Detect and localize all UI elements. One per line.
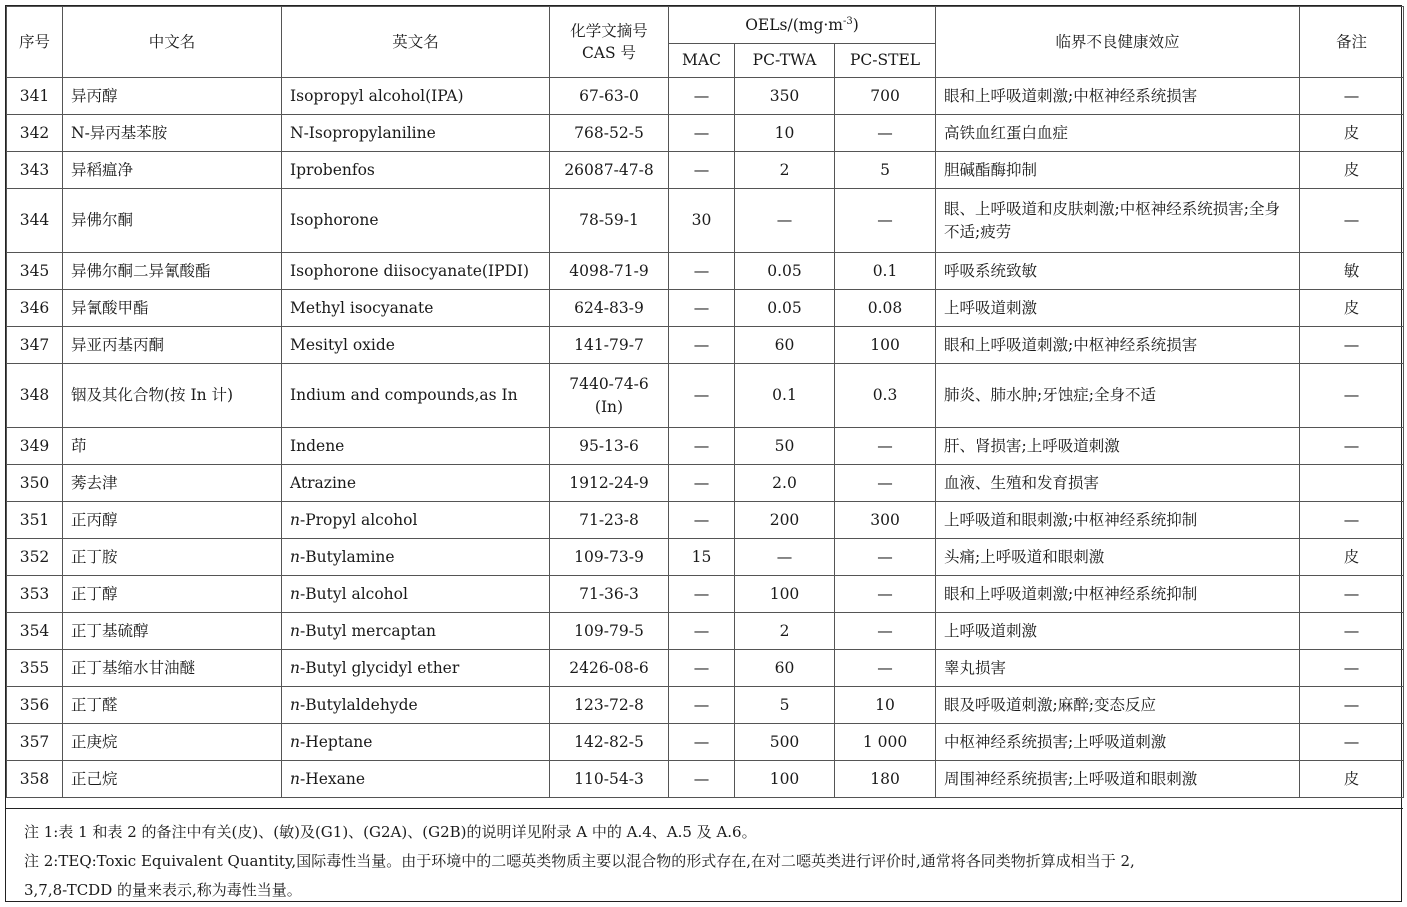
cell-cn-name: 异丙醇 bbox=[63, 78, 282, 115]
table-row bbox=[7, 290, 1404, 327]
cell-cas bbox=[550, 253, 669, 290]
cell-pc-stel: — bbox=[835, 576, 936, 613]
cell-cas bbox=[550, 502, 669, 539]
cas-number: 1912-24-9 bbox=[569, 473, 649, 492]
table-row bbox=[7, 724, 1404, 761]
cell-remark: — bbox=[1300, 576, 1404, 613]
cas-number: 71-36-3 bbox=[579, 584, 639, 603]
cell-pc-twa: 2 bbox=[735, 152, 835, 189]
cell-pc-stel: 0.08 bbox=[835, 290, 936, 327]
cell-effect: 眼及呼吸道刺激;麻醉;变态反应 bbox=[936, 687, 1300, 724]
cell-mac: — bbox=[669, 687, 735, 724]
en-name-prefix: n bbox=[290, 769, 300, 788]
table-row bbox=[7, 152, 1404, 189]
cell-pc-twa: 60 bbox=[735, 327, 835, 364]
cell-pc-twa: 100 bbox=[735, 761, 835, 798]
cell-effect: 胆碱酯酶抑制 bbox=[936, 152, 1300, 189]
cas-number: 71-23-8 bbox=[579, 510, 639, 529]
cell-seq: 345 bbox=[7, 253, 63, 290]
table-row bbox=[7, 613, 1404, 650]
cas-number: 768-52-5 bbox=[574, 123, 644, 142]
cas-number: 95-13-6 bbox=[579, 436, 639, 455]
cell-remark: — bbox=[1300, 428, 1404, 465]
cell-pc-stel: 300 bbox=[835, 502, 936, 539]
header-cas-line1: 化学文摘号 bbox=[570, 21, 648, 40]
cell-en-name bbox=[282, 253, 550, 290]
cell-mac: — bbox=[669, 428, 735, 465]
cell-seq: 358 bbox=[7, 761, 63, 798]
cas-number: 4098-71-9 bbox=[569, 261, 649, 280]
table-row bbox=[7, 761, 1404, 798]
cell-pc-stel: — bbox=[835, 539, 936, 576]
cas-number: 2426-08-6 bbox=[569, 658, 649, 677]
cell-pc-stel: 1 000 bbox=[835, 724, 936, 761]
table-notes bbox=[6, 808, 1403, 905]
header-oels-prefix: OELs/(mg·m bbox=[745, 15, 843, 34]
cell-effect: 周围神经系统损害;上呼吸道和眼刺激 bbox=[936, 761, 1300, 798]
cell-effect: 眼和上呼吸道刺激;中枢神经系统损害 bbox=[936, 327, 1300, 364]
table-row bbox=[7, 115, 1404, 152]
en-name-prefix: n bbox=[290, 695, 300, 714]
cell-effect: 上呼吸道和眼刺激;中枢神经系统抑制 bbox=[936, 502, 1300, 539]
en-name-text: -Butyl glycidyl ether bbox=[299, 658, 460, 677]
cell-effect: 血液、生殖和发育损害 bbox=[936, 465, 1300, 502]
cell-cas bbox=[550, 613, 669, 650]
cell-seq: 349 bbox=[7, 428, 63, 465]
en-name-text: Iprobenfos bbox=[290, 160, 375, 179]
cell-mac: — bbox=[669, 613, 735, 650]
document-page bbox=[5, 5, 1402, 902]
header-cas bbox=[550, 7, 669, 78]
cell-pc-twa: 2.0 bbox=[735, 465, 835, 502]
cell-en-name bbox=[282, 78, 550, 115]
en-name-text: -Butyl alcohol bbox=[299, 584, 408, 603]
cell-remark: 皮 bbox=[1300, 290, 1404, 327]
cell-cn-name: 异佛尔酮 bbox=[63, 189, 282, 253]
cell-cas bbox=[550, 327, 669, 364]
cell-en-name bbox=[282, 115, 550, 152]
cell-cn-name: 正丙醇 bbox=[63, 502, 282, 539]
en-name-prefix: n bbox=[290, 732, 300, 751]
cell-pc-stel: — bbox=[835, 189, 936, 253]
cell-pc-stel: 0.1 bbox=[835, 253, 936, 290]
cell-seq: 353 bbox=[7, 576, 63, 613]
cell-cn-name: 异亚丙基丙酮 bbox=[63, 327, 282, 364]
cell-mac: — bbox=[669, 761, 735, 798]
en-name-prefix: n bbox=[290, 547, 300, 566]
cell-effect: 肝、肾损害;上呼吸道刺激 bbox=[936, 428, 1300, 465]
cell-cn-name: 正丁基缩水甘油醚 bbox=[63, 650, 282, 687]
cell-remark: — bbox=[1300, 613, 1404, 650]
cell-seq: 347 bbox=[7, 327, 63, 364]
cell-en-name bbox=[282, 761, 550, 798]
cell-seq: 354 bbox=[7, 613, 63, 650]
cell-effect: 肺炎、肺水肿;牙蚀症;全身不适 bbox=[936, 364, 1300, 428]
cell-seq: 348 bbox=[7, 364, 63, 428]
en-name-text: Isopropyl alcohol(IPA) bbox=[290, 86, 464, 105]
table-row bbox=[7, 687, 1404, 724]
cell-mac: — bbox=[669, 576, 735, 613]
cell-cas bbox=[550, 465, 669, 502]
cas-number: 109-73-9 bbox=[574, 547, 644, 566]
note-1 bbox=[24, 818, 1393, 847]
cell-cas bbox=[550, 428, 669, 465]
en-name-text: Indene bbox=[290, 436, 345, 455]
cell-mac: — bbox=[669, 290, 735, 327]
en-name-text: Methyl isocyanate bbox=[290, 298, 434, 317]
cell-pc-stel: 0.3 bbox=[835, 364, 936, 428]
en-name-text: Mesityl oxide bbox=[290, 335, 395, 354]
cell-remark: 皮 bbox=[1300, 539, 1404, 576]
en-name-prefix: n bbox=[290, 584, 300, 603]
cell-pc-stel: 700 bbox=[835, 78, 936, 115]
cell-mac: — bbox=[669, 650, 735, 687]
cell-en-name bbox=[282, 290, 550, 327]
cell-cn-name: 正庚烷 bbox=[63, 724, 282, 761]
cas-number: 141-79-7 bbox=[574, 335, 644, 354]
header-pc-twa: PC-TWA bbox=[735, 44, 835, 78]
table-row bbox=[7, 253, 1404, 290]
header-cn-name: 中文名 bbox=[63, 7, 282, 78]
note-2 bbox=[24, 847, 1393, 876]
header-oels-sup: -3 bbox=[843, 15, 853, 27]
cell-effect: 高铁血红蛋白血症 bbox=[936, 115, 1300, 152]
cell-pc-stel: — bbox=[835, 465, 936, 502]
note-1-label: 注 1: bbox=[24, 823, 59, 841]
table-row bbox=[7, 465, 1404, 502]
cell-seq: 344 bbox=[7, 189, 63, 253]
cas-number: 78-59-1 bbox=[579, 211, 639, 230]
cell-cas bbox=[550, 189, 669, 253]
note-2-continuation: 3,7,8-TCDD 的量来表示,称为毒性当量。 bbox=[24, 881, 302, 899]
cell-remark bbox=[1300, 465, 1404, 502]
cell-en-name bbox=[282, 613, 550, 650]
cell-remark: — bbox=[1300, 687, 1404, 724]
cell-remark: — bbox=[1300, 364, 1404, 428]
cell-remark: — bbox=[1300, 724, 1404, 761]
header-mac: MAC bbox=[669, 44, 735, 78]
en-name-prefix: n bbox=[290, 658, 300, 677]
header-effects: 临界不良健康效应 bbox=[936, 7, 1300, 78]
en-name-text: -Heptane bbox=[299, 732, 373, 751]
cell-effect: 呼吸系统致敏 bbox=[936, 253, 1300, 290]
cell-mac: 15 bbox=[669, 539, 735, 576]
cell-pc-twa: 5 bbox=[735, 687, 835, 724]
en-name-text: Isophorone diisocyanate(IPDI) bbox=[290, 261, 530, 280]
cell-mac: — bbox=[669, 724, 735, 761]
cell-en-name bbox=[282, 576, 550, 613]
cell-pc-twa: 0.05 bbox=[735, 253, 835, 290]
cell-seq: 357 bbox=[7, 724, 63, 761]
cell-cn-name: 正丁醛 bbox=[63, 687, 282, 724]
cas-number: 624-83-9 bbox=[574, 298, 644, 317]
cell-en-name bbox=[282, 687, 550, 724]
cell-cas bbox=[550, 290, 669, 327]
table-row bbox=[7, 428, 1404, 465]
cell-en-name bbox=[282, 364, 550, 428]
table-row bbox=[7, 576, 1404, 613]
en-name-text: -Butyl mercaptan bbox=[299, 621, 437, 640]
cell-cas bbox=[550, 152, 669, 189]
cell-cn-name: 茚 bbox=[63, 428, 282, 465]
cell-pc-twa: 0.1 bbox=[735, 364, 835, 428]
table-row bbox=[7, 327, 1404, 364]
cell-en-name bbox=[282, 189, 550, 253]
cell-en-name bbox=[282, 428, 550, 465]
table-row bbox=[7, 364, 1404, 428]
cell-cas bbox=[550, 576, 669, 613]
table-row bbox=[7, 539, 1404, 576]
table-header bbox=[7, 7, 1404, 78]
cell-cas bbox=[550, 78, 669, 115]
cell-pc-twa: 60 bbox=[735, 650, 835, 687]
cell-cas bbox=[550, 539, 669, 576]
cell-cn-name: 铟及其化合物(按 In 计) bbox=[63, 364, 282, 428]
cas-number: 109-79-5 bbox=[574, 621, 644, 640]
cell-en-name bbox=[282, 724, 550, 761]
cas-suffix: (In) bbox=[594, 397, 624, 416]
header-cas-line2: CAS 号 bbox=[581, 44, 637, 62]
cell-mac: — bbox=[669, 78, 735, 115]
cell-pc-twa: — bbox=[735, 539, 835, 576]
en-name-text: -Hexane bbox=[299, 769, 366, 788]
cell-cas bbox=[550, 761, 669, 798]
cell-effect: 眼和上呼吸道刺激;中枢神经系统损害 bbox=[936, 78, 1300, 115]
cell-cas bbox=[550, 364, 669, 428]
cell-remark: — bbox=[1300, 502, 1404, 539]
cell-seq: 346 bbox=[7, 290, 63, 327]
cell-effect: 睾丸损害 bbox=[936, 650, 1300, 687]
cell-effect: 头痛;上呼吸道和眼刺激 bbox=[936, 539, 1300, 576]
cell-cn-name: 正丁醇 bbox=[63, 576, 282, 613]
cell-cn-name: 正丁基硫醇 bbox=[63, 613, 282, 650]
en-name-text: -Butylaldehyde bbox=[299, 695, 418, 714]
note-2-label: 注 2: bbox=[24, 852, 59, 870]
cell-cn-name: 莠去津 bbox=[63, 465, 282, 502]
cell-pc-stel: — bbox=[835, 428, 936, 465]
cell-pc-twa: 0.05 bbox=[735, 290, 835, 327]
cell-mac: — bbox=[669, 115, 735, 152]
header-seq: 序号 bbox=[7, 7, 63, 78]
cas-number: 67-63-0 bbox=[579, 86, 639, 105]
cell-pc-twa: 350 bbox=[735, 78, 835, 115]
cell-remark: 皮 bbox=[1300, 152, 1404, 189]
cell-pc-twa: 10 bbox=[735, 115, 835, 152]
cell-cn-name: 异稻瘟净 bbox=[63, 152, 282, 189]
cas-number: 123-72-8 bbox=[574, 695, 644, 714]
cell-effect: 中枢神经系统损害;上呼吸道刺激 bbox=[936, 724, 1300, 761]
en-name-text: Isophorone bbox=[290, 211, 379, 230]
cell-seq: 355 bbox=[7, 650, 63, 687]
cell-remark: — bbox=[1300, 650, 1404, 687]
header-pc-stel: PC-STEL bbox=[835, 44, 936, 78]
header-remarks: 备注 bbox=[1300, 7, 1404, 78]
table-row bbox=[7, 189, 1404, 253]
cell-effect: 上呼吸道刺激 bbox=[936, 290, 1300, 327]
cell-cn-name: 异佛尔酮二异氰酸酯 bbox=[63, 253, 282, 290]
cell-en-name bbox=[282, 650, 550, 687]
cell-pc-stel: 10 bbox=[835, 687, 936, 724]
cell-mac: — bbox=[669, 502, 735, 539]
cell-cn-name: 异氰酸甲酯 bbox=[63, 290, 282, 327]
note-1-text: 表 1 和表 2 的备注中有关(皮)、(敏)及(G1)、(G2A)、(G2B)的说明详见附录 A 中的 A.4、A.5 及 A.6。 bbox=[58, 823, 757, 841]
en-name-prefix: n bbox=[290, 510, 300, 529]
cas-number: 110-54-3 bbox=[574, 769, 644, 788]
cell-remark: — bbox=[1300, 189, 1404, 253]
cell-pc-stel: 100 bbox=[835, 327, 936, 364]
cell-pc-twa: — bbox=[735, 189, 835, 253]
en-name-text: N-Isopropylaniline bbox=[290, 123, 436, 142]
cell-cas bbox=[550, 650, 669, 687]
cell-effect: 眼、上呼吸道和皮肤刺激;中枢神经系统损害;全身不适;疲劳 bbox=[936, 189, 1300, 253]
cell-mac: 30 bbox=[669, 189, 735, 253]
cell-remark: — bbox=[1300, 78, 1404, 115]
cell-mac: — bbox=[669, 364, 735, 428]
cas-number: 7440-74-6 bbox=[569, 375, 649, 394]
cell-mac: — bbox=[669, 152, 735, 189]
cell-seq: 350 bbox=[7, 465, 63, 502]
en-name-text: Atrazine bbox=[290, 473, 357, 492]
cell-pc-stel: — bbox=[835, 650, 936, 687]
cell-cn-name: 正己烷 bbox=[63, 761, 282, 798]
cell-cas bbox=[550, 724, 669, 761]
cell-mac: — bbox=[669, 327, 735, 364]
cell-remark: 皮 bbox=[1300, 761, 1404, 798]
cell-cn-name: 正丁胺 bbox=[63, 539, 282, 576]
en-name-text: -Butylamine bbox=[299, 547, 395, 566]
cell-pc-stel: — bbox=[835, 613, 936, 650]
cell-seq: 352 bbox=[7, 539, 63, 576]
cell-en-name bbox=[282, 502, 550, 539]
cell-effect: 上呼吸道刺激 bbox=[936, 613, 1300, 650]
header-oels bbox=[669, 7, 936, 44]
cell-seq: 341 bbox=[7, 78, 63, 115]
table-row bbox=[7, 78, 1404, 115]
table-row bbox=[7, 502, 1404, 539]
cell-pc-stel: 180 bbox=[835, 761, 936, 798]
cell-seq: 351 bbox=[7, 502, 63, 539]
en-name-text: Indium and compounds,as In bbox=[290, 386, 518, 405]
cell-seq: 343 bbox=[7, 152, 63, 189]
cell-seq: 342 bbox=[7, 115, 63, 152]
cell-pc-stel: — bbox=[835, 115, 936, 152]
cell-pc-twa: 200 bbox=[735, 502, 835, 539]
cell-cn-name: N-异丙基苯胺 bbox=[63, 115, 282, 152]
table-row bbox=[7, 650, 1404, 687]
en-name-prefix: n bbox=[290, 621, 300, 640]
oel-table bbox=[6, 6, 1404, 798]
cell-remark: 敏 bbox=[1300, 253, 1404, 290]
cell-pc-twa: 500 bbox=[735, 724, 835, 761]
note-2-text: TEQ:Toxic Equivalent Quantity,国际毒性当量。由于环境中的二噁英类物质主要以混合物的形式存在,在对二噁英类进行评价时,通常将各同类物折算成相当于 2, bbox=[58, 852, 1135, 870]
en-name-text: -Propyl alcohol bbox=[299, 510, 418, 529]
cas-number: 26087-47-8 bbox=[564, 160, 654, 179]
cell-cas bbox=[550, 115, 669, 152]
cell-en-name bbox=[282, 152, 550, 189]
cell-en-name bbox=[282, 465, 550, 502]
cas-number: 142-82-5 bbox=[574, 732, 644, 751]
cell-mac: — bbox=[669, 253, 735, 290]
header-en-name: 英文名 bbox=[282, 7, 550, 78]
cell-seq: 356 bbox=[7, 687, 63, 724]
cell-pc-twa: 100 bbox=[735, 576, 835, 613]
cell-en-name bbox=[282, 327, 550, 364]
table-body bbox=[7, 78, 1404, 798]
cell-remark: — bbox=[1300, 327, 1404, 364]
cell-remark: 皮 bbox=[1300, 115, 1404, 152]
cell-pc-stel: 5 bbox=[835, 152, 936, 189]
cell-effect: 眼和上呼吸道刺激;中枢神经系统抑制 bbox=[936, 576, 1300, 613]
cell-mac: — bbox=[669, 465, 735, 502]
cell-pc-twa: 2 bbox=[735, 613, 835, 650]
cell-pc-twa: 50 bbox=[735, 428, 835, 465]
cell-en-name bbox=[282, 539, 550, 576]
header-oels-suffix: ) bbox=[852, 15, 859, 34]
cell-cas bbox=[550, 687, 669, 724]
